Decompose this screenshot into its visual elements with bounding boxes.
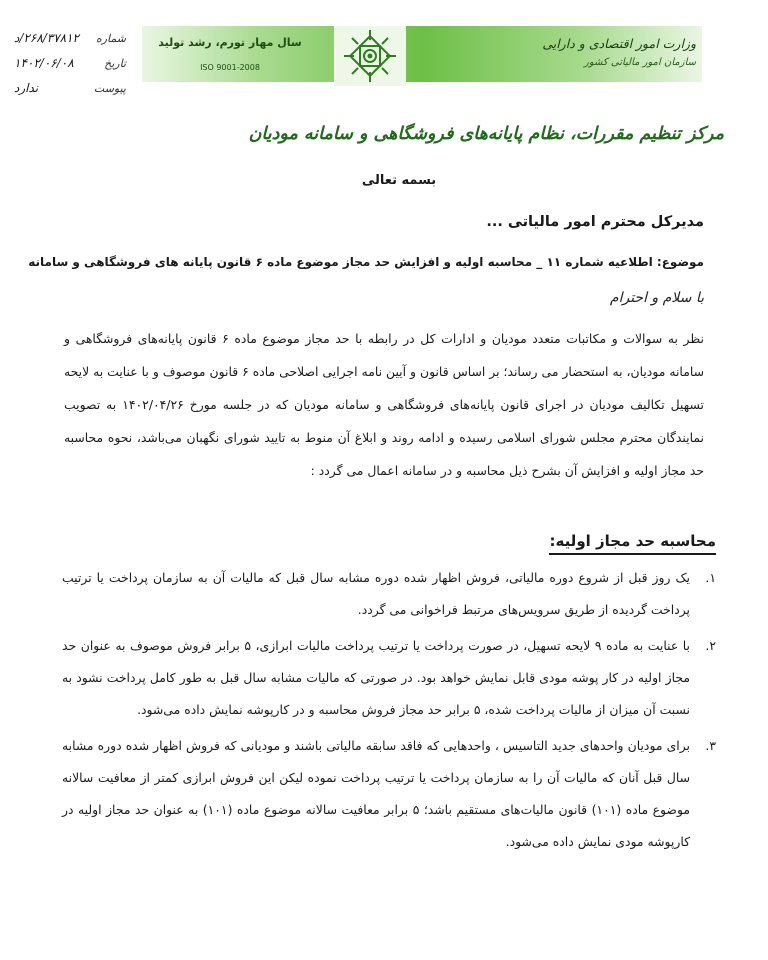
- list-item: [62, 630, 716, 726]
- tax-organization-emblem-icon: [334, 26, 406, 86]
- number-row: [14, 26, 126, 51]
- organization-name: سازمان امور مالیاتی کشور: [584, 57, 696, 68]
- attachment-row: [14, 76, 126, 101]
- list-item: [62, 730, 716, 858]
- attachment-value: ندارد: [14, 81, 39, 95]
- bismillah: [0, 173, 768, 188]
- greeting: با سلام و احترام: [609, 290, 704, 306]
- date-label: تاریخ: [104, 57, 126, 70]
- item-number: ۳.: [705, 738, 716, 753]
- ministry-name: وزارت امور اقتصادی و دارایی: [542, 36, 696, 51]
- item-text: یک روز قبل از شروع دوره مالیاتی، فروش اظهار شده دوره مشابه سال قبل که مالیات آن به سازمان پرداخت یا ترتیب پرداخت گردیده از طریق سرویس‌های مرتبط فراخوانی می گردد.: [62, 570, 690, 617]
- year-slogan: سال مهار تورم، رشد تولید: [158, 36, 302, 49]
- date-row: [14, 51, 126, 76]
- attachment-label: پیوست: [93, 82, 126, 95]
- section-heading: محاسبه حد مجاز اولیه:: [549, 530, 716, 555]
- date-value: ۱۴۰۲/۰۶/۰۸: [14, 56, 74, 70]
- letterhead-ministry-block: [486, 30, 696, 78]
- list-item: [62, 562, 716, 626]
- item-number: ۱.: [705, 570, 716, 585]
- item-number: ۲.: [705, 638, 716, 653]
- item-list: [62, 562, 716, 858]
- center-title: مرکز تنظیم مقررات، نظام پایانه‌های فروشگاهی و سامانه مودیان: [248, 124, 724, 144]
- letterhead-slogan-block: [150, 30, 310, 78]
- number-label: شماره: [95, 32, 126, 45]
- addressee: مدیرکل محترم امور مالیاتی ...: [486, 214, 704, 230]
- letter-meta: [14, 26, 126, 101]
- iso-label: ISO 9001-2008: [200, 63, 260, 72]
- number-value: ۲۶۸/۳۷۸۱۲/د: [14, 31, 79, 45]
- bismillah-text: بسمه تعالی: [361, 173, 437, 188]
- intro-paragraph: نظر به سوالات و مکاتبات متعدد مودیان و ادارات کل در رابطه با حد مجاز موضوع ماده ۶ قانون پایانه‌های فروشگاهی و سامانه مودیان، به استحضار می رساند؛ بر اساس قانون و آیین نامه اجرایی اصلاحی ماده ۶ قانون موصوف و با عنایت به لایحه تسهیل تکالیف مودیان در اجرای قانون پایانه‌های فروشگاهی و سامانه مودیان که در جلسه مورخ ۱۴۰۲/۰۴/۲۶ به تصویب نمایندگان محترم مجلس شورای اسلامی رسیده و ادامه روند و ابلاغ آن منوط به تایید شورای نگهبان می‌باشد، نحوه محاسبه حد مجاز اولیه و افزایش آن بشرح ذیل محاسبه و در سامانه اعمال می گردد :: [64, 331, 704, 478]
- subject-line: موضوع: اطلاعیه شماره ۱۱ _ محاسبه اولیه و افزایش حد مجاز موضوع ماده ۶ قانون پایانه های فروشگاهی و سامانه: [28, 255, 704, 269]
- item-text: با عنایت به ماده ۹ لایحه تسهیل، در صورت پرداخت یا ترتیب پرداخت مالیات ابرازی، ۵ برابر فروش موصوف به عنوان حد مجاز اولیه در کار پوشه مودی قابل نمایش خواهد بود. در صورتی که مالیات مشابه سال قبل به طور کامل پرداخت نشود به نسبت آن میزان از مالیات پرداخت شده، ۵ برابر حد مجاز فروش محاسبه و در کارپوشه نمایش داده می‌شود.: [62, 638, 691, 717]
- item-text: برای مودیان واحدهای جدید التاسیس ، واحدهایی که فاقد سابقه مالیاتی باشند و مودیانی که فروش اظهار شده دوره مشابه سال قبل آنان که مالیات آن را به سازمان پرداخت یا ترتیب پرداخت نموده لیکن این فروش ابرازی کمتر از معافیت سالانه موضوع ماده (۱۰۱) قانون مالیات‌های مستقیم باشد؛ ۵ برابر معافیت سالانه موضوع ماده (۱۰۱) به عنوان حد مجاز اولیه در کارپوشه مودی نمایش داده می‌شود.: [62, 738, 690, 849]
